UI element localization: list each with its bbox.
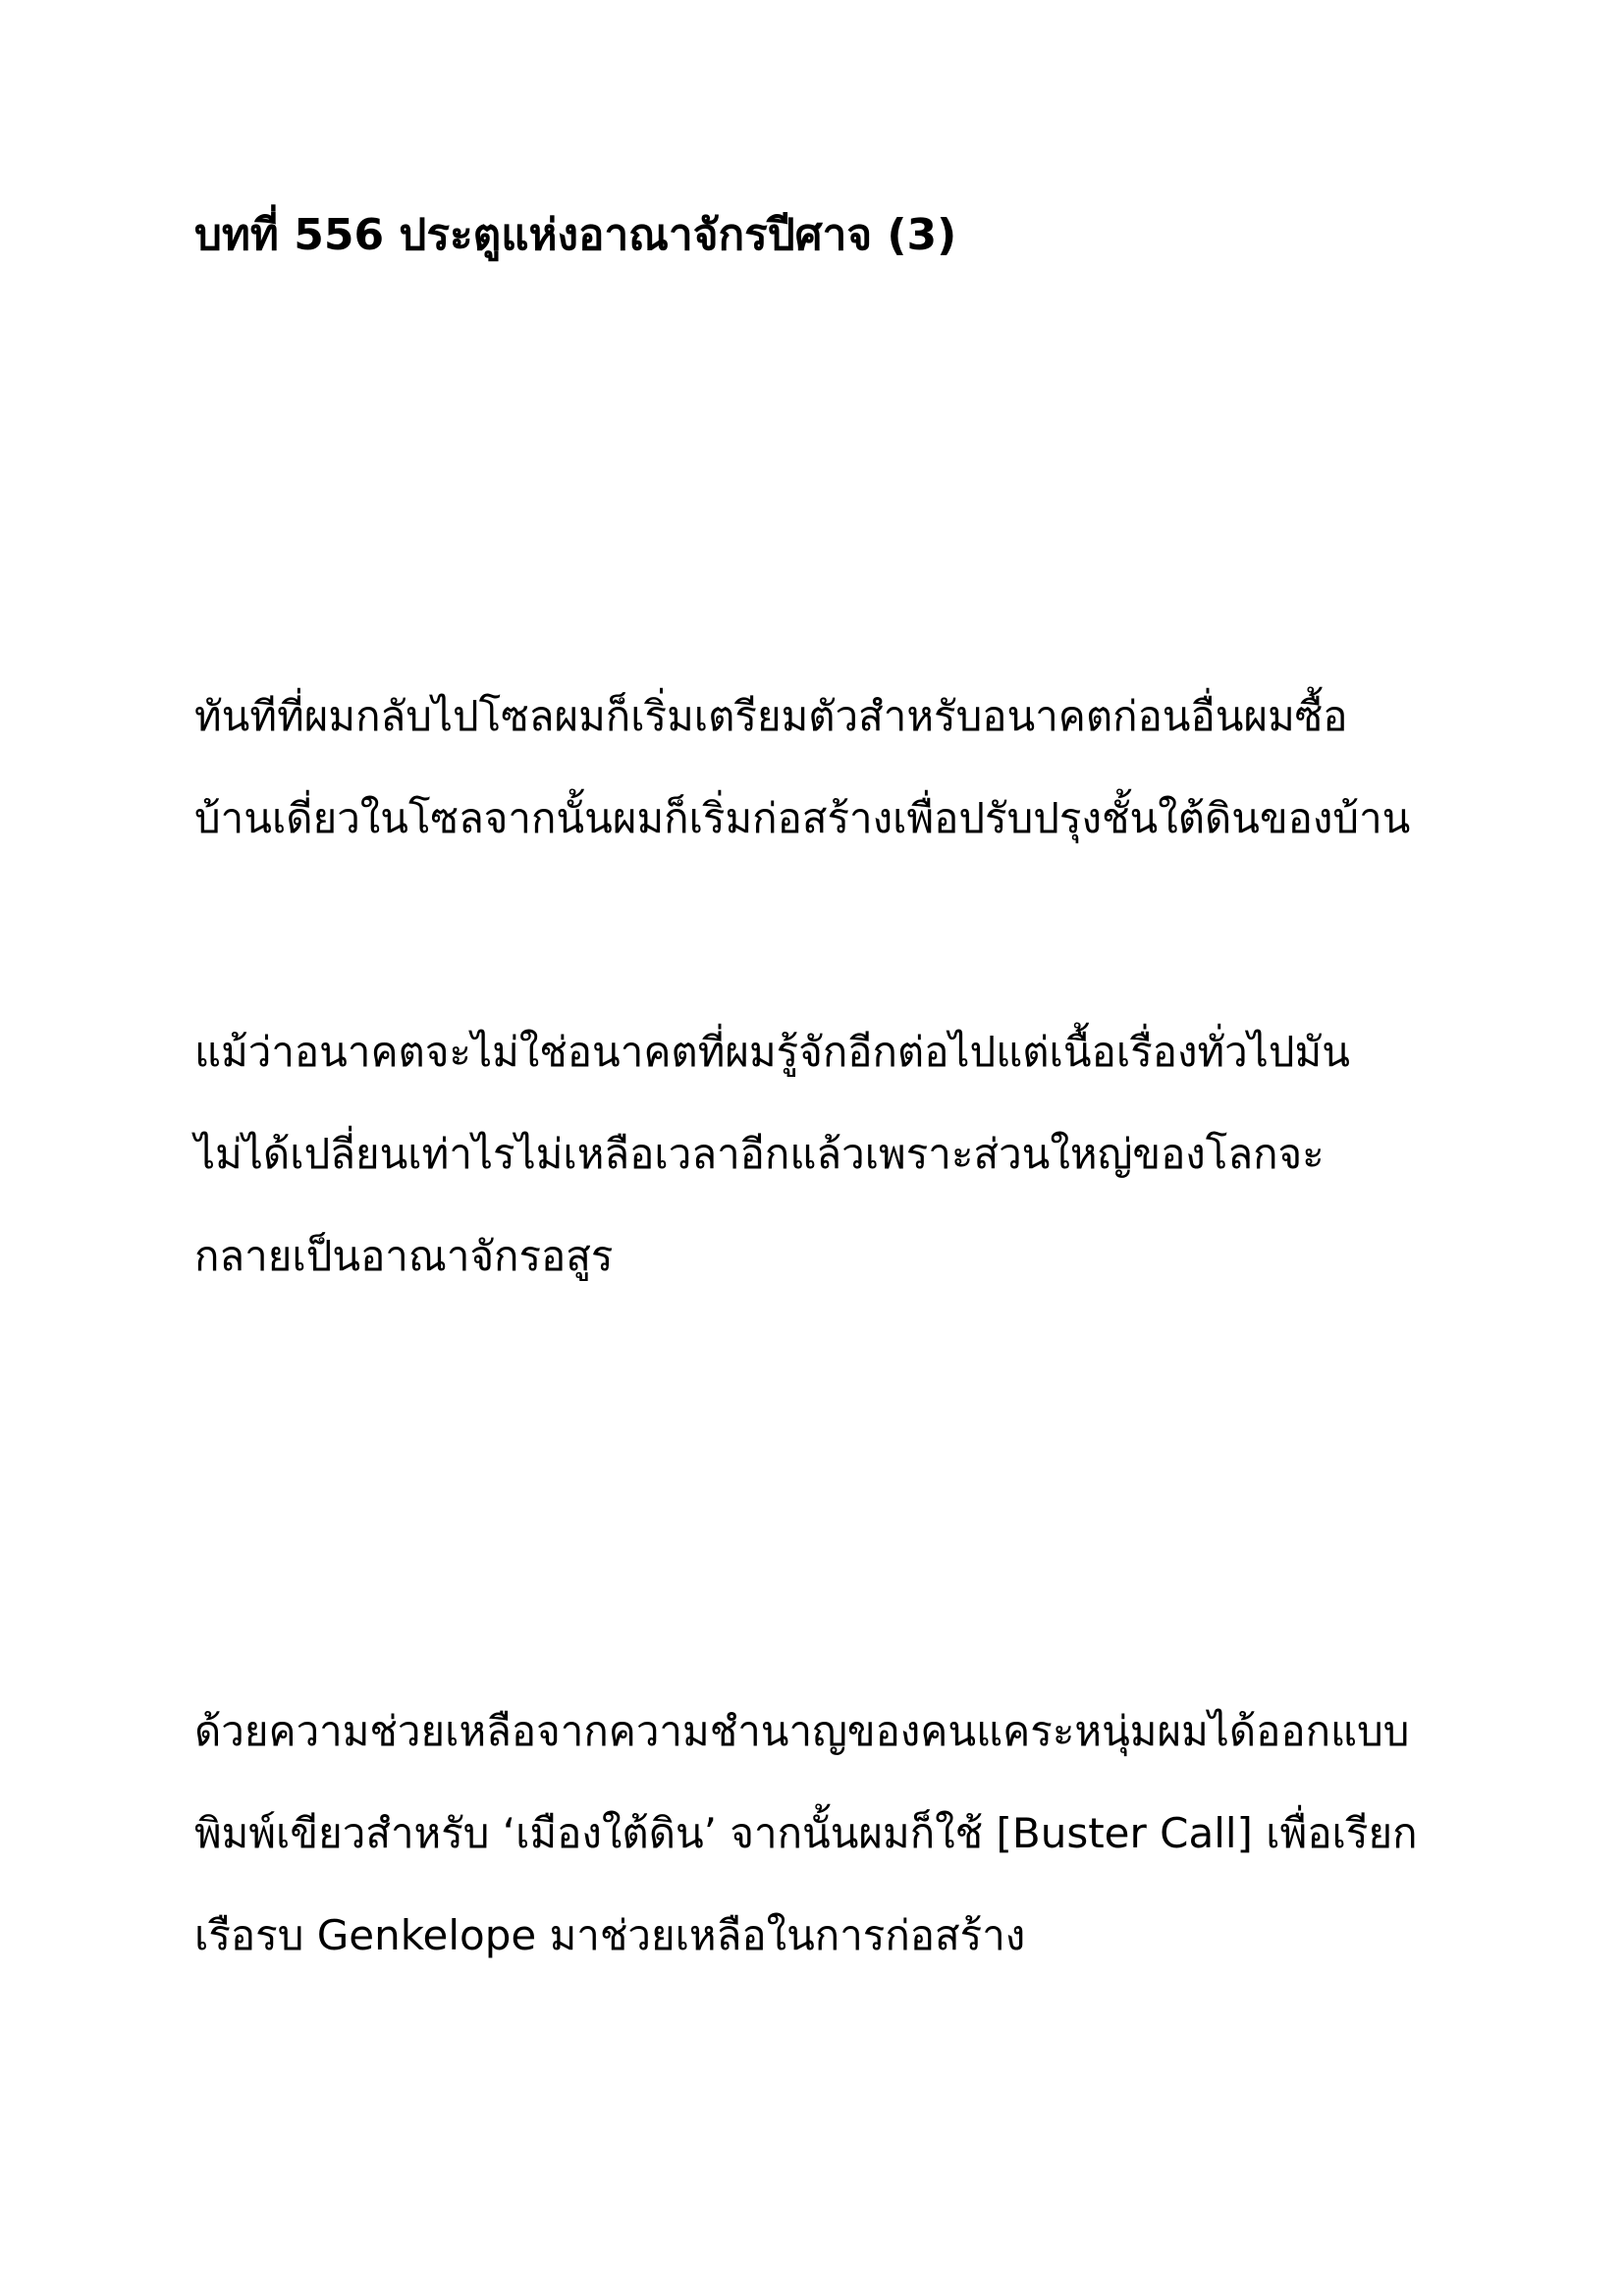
paragraph-1 xyxy=(194,666,1471,870)
chapter-title: บทที่ 556 ประตูแห่งอาณาจักรปีศาจ (3) xyxy=(194,210,957,260)
paragraph-2 xyxy=(194,1001,1471,1308)
paragraph-line: บ้านเดี่ยวในโซลจากนั้นผมก็เริ่มก่อสร้างเพื่อปรับปรุงชั้นใต้ดินของบ้าน xyxy=(194,794,1411,842)
paragraph-line: ทันทีที่ผมกลับไปโซลผมก็เริ่มเตรียมตัวสำหรับอนาคตก่อนอื่นผมซื้อ xyxy=(194,692,1348,740)
paragraph-line: ไม่ได้เปลี่ยนเท่าไรไม่เหลือเวลาอีกแล้วเพราะส่วนใหญ่ของโลกจะ xyxy=(194,1130,1325,1178)
paragraph-line: กลายเป็นอาณาจักรอสูร xyxy=(194,1232,614,1280)
paragraph-line: แม้ว่าอนาคตจะไม่ใช่อนาคตที่ผมรู้จักอีกต่อไปแต่เนื้อเรื่องทั่วไปมัน xyxy=(194,1028,1350,1076)
paragraph-line: พิมพ์เขียวสำหรับ ‘เมืองใต้ดิน’ จากนั้นผมก็ใช้ [Buster Call] เพื่อเรียก xyxy=(194,1809,1418,1857)
paragraph-line: ด้วยความช่วยเหลือจากความชำนาญของคนแคระหนุ่มผมได้ออกแบบ xyxy=(194,1707,1410,1755)
paragraph-3 xyxy=(194,1681,1471,1987)
paragraph-line: เรือรบ Genkelope มาช่วยเหลือในการก่อสร้าง xyxy=(194,1911,1026,1959)
